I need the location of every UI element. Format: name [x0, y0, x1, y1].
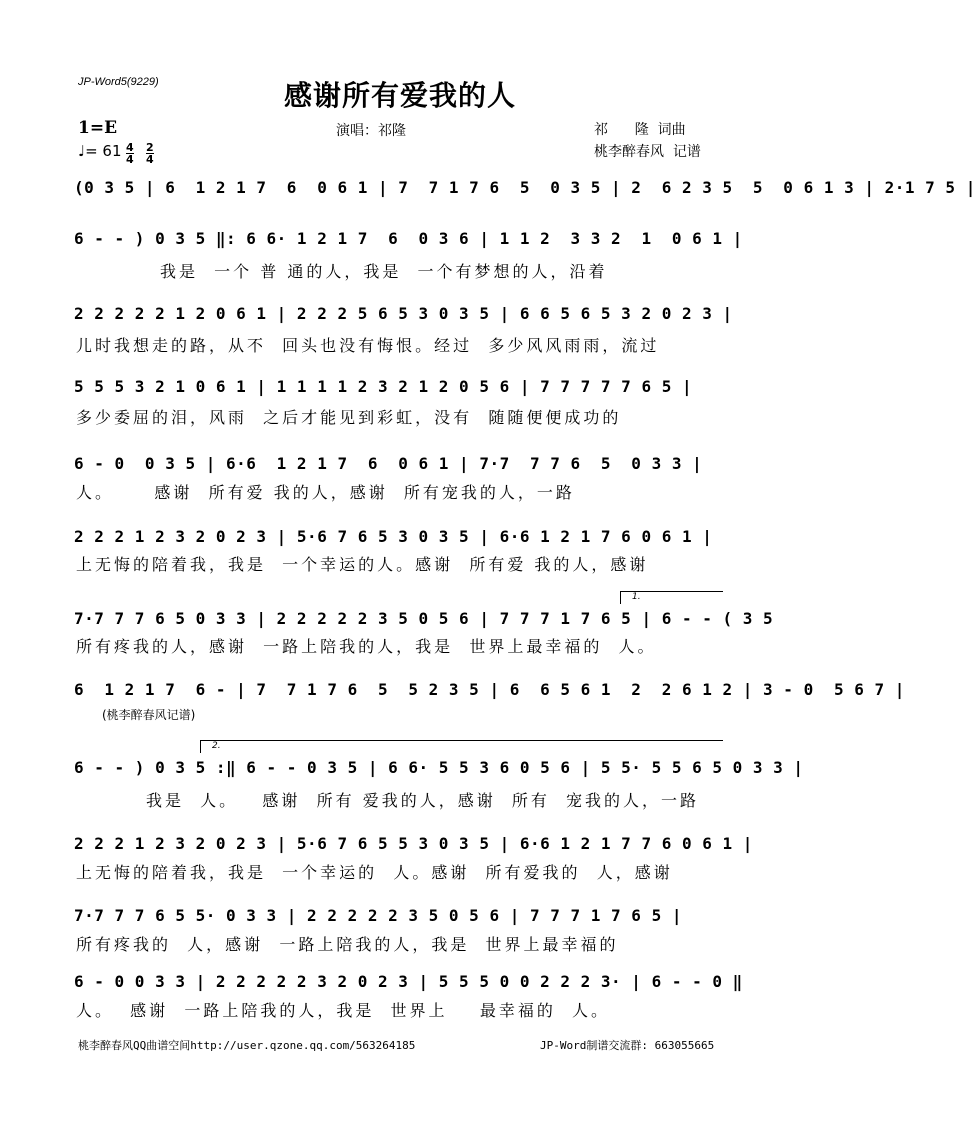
footer-right: JP-Word制谱交流群: 663055665 — [540, 1039, 715, 1052]
lyric-line-6: 上无悔的陪着我，我是 一个幸运的人。感谢 所有爱 我的人，感谢 — [76, 555, 649, 574]
score-line-2: 6 - - ) 0 3 5 ‖: 6 6· 1 2 1 7 6 0 3 6 | 1 1 2 3 3 2 1 0 6 1 | — [74, 229, 743, 248]
notator-credit: 桃李醉春风 记谱 — [594, 144, 701, 160]
lyric-line-7: 所有疼我的人，感谢 一路上陪我的人，我是 世界上最幸福的 人。 — [76, 637, 657, 656]
lyric-line-2: 我是 一个 普 通的人，我是 一个有梦想的人，沿着 — [160, 262, 608, 281]
time-signature-b: 2 4 — [146, 141, 154, 166]
score-line-3: 2 2 2 2 2 1 2 0 6 1 | 2 2 2 5 6 5 3 0 3 5 | 6 6 5 6 5 3 2 0 2 3 | — [74, 304, 733, 323]
volta-number-2: 2. — [212, 741, 221, 751]
score-line-5: 6 - 0 0 3 5 | 6·6 1 2 1 7 6 0 6 1 | 7·7 7 7 6 5 0 3 3 | — [74, 454, 703, 473]
volta-bracket-2 — [200, 740, 723, 753]
singer-credit: 演唱：祁隆 — [336, 123, 406, 139]
score-line-12: 6 - 0 0 3 3 | 2 2 2 2 2 3 2 0 2 3 | 5 5 5 0 0 2 2 2 3· | 6 - - 0 ‖ — [74, 972, 743, 991]
score-line-10: 2 2 2 1 2 3 2 0 2 3 | 5·6 7 6 5 5 3 0 3 5 | 6·6 1 2 1 7 7 6 0 6 1 | — [74, 834, 753, 853]
score-line-11: 7·7 7 7 6 5 5· 0 3 3 | 2 2 2 2 2 3 5 0 5 6 | 7 7 7 1 7 6 5 | — [74, 906, 682, 925]
score-line-7: 7·7 7 7 6 5 0 3 3 | 2 2 2 2 2 3 5 0 5 6 | 7 7 7 1 7 6 5 | 6 - - ( 3 5 — [74, 609, 774, 628]
volta-number-1: 1. — [632, 592, 641, 602]
score-line-9: 6 - - ) 0 3 5 :‖ 6 - - 0 3 5 | 6 6· 5 5 3 6 0 5 6 | 5 5· 5 5 6 5 0 3 3 | — [74, 758, 804, 777]
lyric-line-3: 儿时我想走的路，从不 回头也没有悔恨。经过 多少风风雨雨，流过 — [76, 336, 660, 355]
time-signature-a: 4 4 — [126, 141, 134, 166]
lyric-line-11: 所有疼我的 人，感谢 一路上陪我的人，我是 世界上最幸福的 — [76, 935, 619, 954]
key-signature: 1=E — [78, 118, 118, 138]
tempo-marking: ♩= 61 — [78, 142, 122, 160]
lyric-line-5: 人。 感谢 所有爱 我的人，感谢 所有宠我的人，一路 — [76, 483, 575, 502]
footer-left: 桃李醉春风QQ曲谱空间http://user.qzone.qq.com/563264185 — [78, 1039, 416, 1052]
lyric-line-4: 多少委屈的泪，风雨 之后才能见到彩虹，没有 随随便便成功的 — [76, 408, 622, 427]
software-tag: JP-Word5(9229) — [78, 76, 159, 88]
score-line-4: 5 5 5 3 2 1 0 6 1 | 1 1 1 1 2 3 2 1 2 0 5 6 | 7 7 7 7 7 6 5 | — [74, 377, 693, 396]
page-title: 感谢所有爱我的人 — [283, 79, 516, 112]
composer-credit: 祁 隆 词曲 — [594, 122, 686, 138]
lyric-line-10: 上无悔的陪着我，我是 一个幸运的 人。感谢 所有爱我的 人，感谢 — [76, 863, 673, 882]
score-line-6: 2 2 2 1 2 3 2 0 2 3 | 5·6 7 6 5 3 0 3 5 | 6·6 1 2 1 7 6 0 6 1 | — [74, 527, 713, 546]
lyric-line-12: 人。 感谢 一路上陪我的人，我是 世界上 最幸福的 人。 — [76, 1001, 611, 1020]
score-line-1: (0 3 5 | 6 1 2 1 7 6 0 6 1 | 7 7 1 7 6 5 0 3 5 | 2 6 2 3 5 5 0 6 1 3 | 2·1 7 5 | — [74, 178, 976, 197]
score-line-8: 6 1 2 1 7 6 - | 7 7 1 7 6 5 5 2 3 5 | 6 6 5 6 1 2 2 6 1 2 | 3 - 0 5 6 7 | — [74, 680, 905, 699]
notator-annotation: (桃李醉春风记谱) — [102, 708, 196, 722]
lyric-line-9: 我是 人。 感谢 所有 爱我的人，感谢 所有 宠我的人，一路 — [146, 791, 700, 810]
